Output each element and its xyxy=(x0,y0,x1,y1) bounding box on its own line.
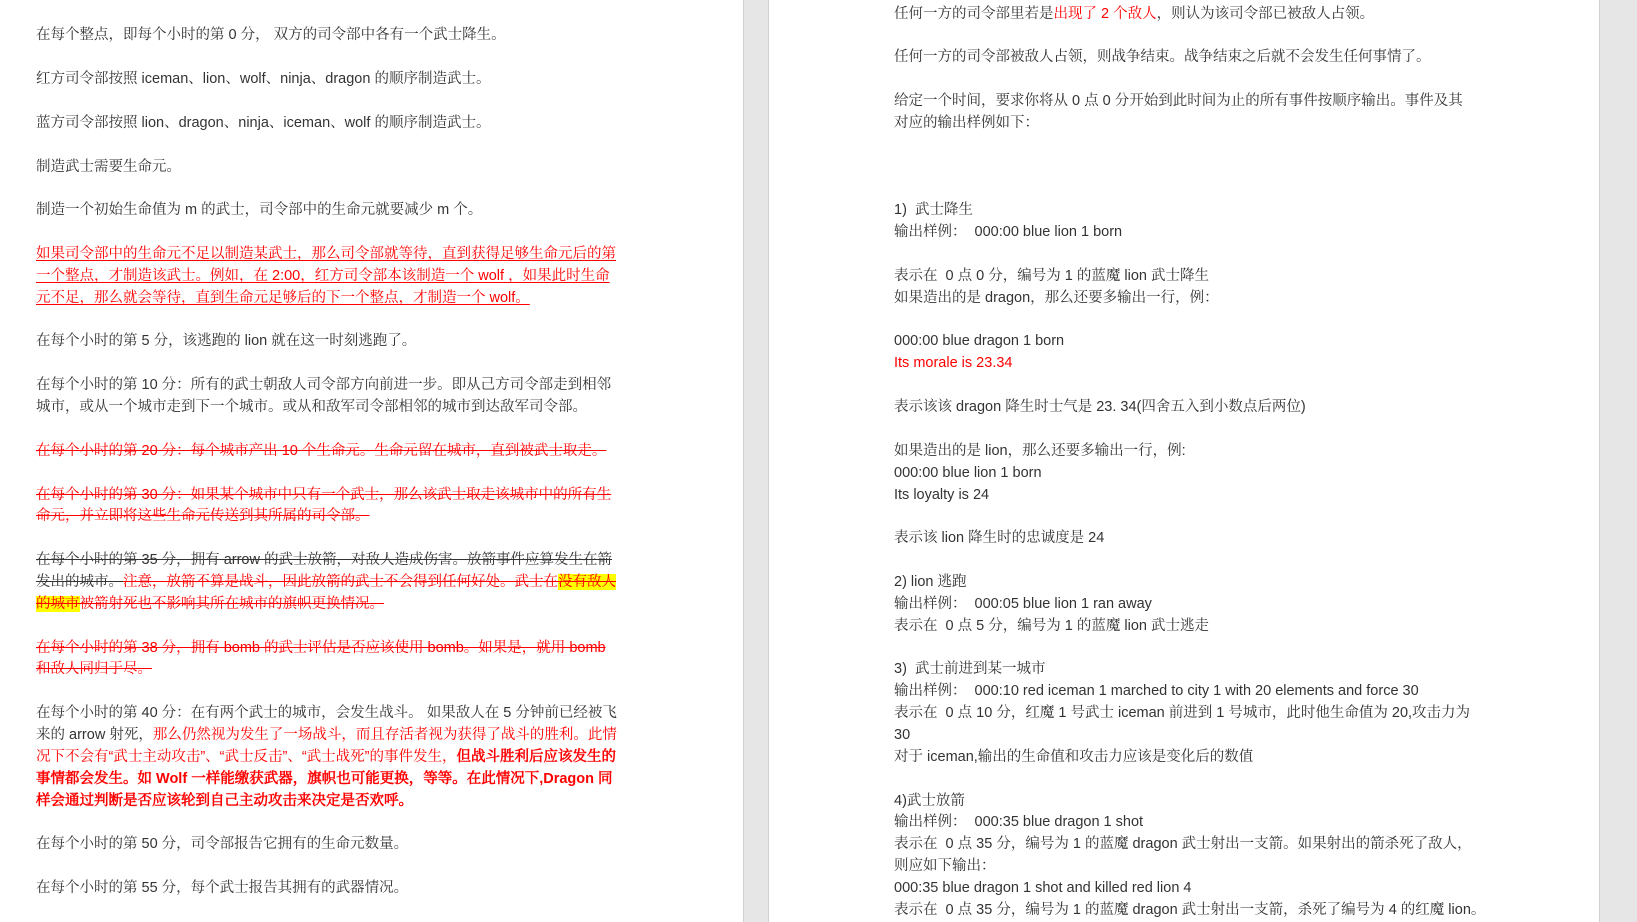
text-line xyxy=(894,4,1485,26)
text-line xyxy=(894,331,1485,353)
text-run: 表示在 0 点 10 分，红魔 1 号武士 iceman 前进到 1 号城市，此时他生命值为 20,攻击力为 xyxy=(894,705,1471,722)
paragraph-dragon-sample xyxy=(894,331,1485,375)
text-line xyxy=(894,397,1485,419)
paragraph-wait-rule xyxy=(36,244,617,310)
paragraph-headquarters-occupied xyxy=(894,4,1485,26)
text-line xyxy=(36,25,617,47)
text-run: 对于 iceman,输出的生命值和攻击力应该是变化后的数值 xyxy=(894,748,1254,765)
text-line xyxy=(894,791,1485,813)
text-line xyxy=(36,157,617,179)
paragraph-minute-40 xyxy=(36,703,617,812)
text-run: 输出样例： 000:10 red iceman 1 marched to city 1 with 20 elements and force 30 xyxy=(894,683,1419,700)
text-run: 表示在 0 点 0 分，编号为 1 的蓝魔 lion 武士降生 xyxy=(894,267,1210,284)
text-line xyxy=(894,681,1485,703)
paragraph-blue-build-order xyxy=(36,113,617,135)
paragraph-born-explain xyxy=(894,266,1485,310)
text-run: 30 xyxy=(894,726,911,743)
text-line xyxy=(36,200,617,222)
text-line xyxy=(36,638,617,660)
text-line xyxy=(894,222,1485,244)
text-line xyxy=(36,747,617,769)
paragraph-build-cost xyxy=(36,157,617,179)
text-line xyxy=(36,703,617,725)
text-line xyxy=(894,856,1485,878)
text-run: 在每个小时的第 55 分，每个武士报告其拥有的武器情况。 xyxy=(36,879,409,896)
text-run-strike: 发出的城市。 xyxy=(36,573,123,590)
text-line xyxy=(36,441,617,463)
text-run-red-strike: 命元，并立即将这些生命元传送到其所属的司令部。 xyxy=(36,508,370,525)
text-run: ，则认为该司令部已被敌人占领。 xyxy=(1156,5,1375,22)
text-run: 城市，或从一个城市走到下一个城市。或从和敌军司令部相邻的城市到达敌军司令部。 xyxy=(36,399,587,416)
text-line xyxy=(36,69,617,91)
paragraph-event-march xyxy=(894,659,1485,768)
text-line xyxy=(894,812,1485,834)
paragraph-lion-sample xyxy=(894,441,1485,507)
text-run: 000:35 blue dragon 1 shot and killed red lion 4 xyxy=(894,879,1192,896)
text-run-red-bold: 事情都会发生。如 Wolf 一样能缴获武器，旗帜也可能更换，等等。在此情况下,Dragon 同 xyxy=(36,770,613,787)
text-line xyxy=(894,200,1485,222)
text-run-red-underline: 如果司令部中的生命元不足以制造某武士，那么司令部就等待，直到获得足够生命元后的第 xyxy=(36,246,616,263)
text-line xyxy=(894,113,1485,135)
paragraph-morale-explain xyxy=(894,397,1485,419)
text-run: 红方司令部按照 iceman、lion、wolf、ninja、dragon 的顺序制造武士。 xyxy=(36,71,491,88)
text-line xyxy=(894,528,1485,550)
text-run-red-underline: 一个整点，才制造该武士。例如，在 2:00，红方司令部本该制造一个 wolf ，如果此时生命 xyxy=(36,267,610,284)
text-line xyxy=(894,594,1485,616)
text-line xyxy=(36,550,617,572)
document-page-left[interactable] xyxy=(0,0,744,922)
paragraph-minute-35-deleted xyxy=(36,550,617,616)
text-run-red: 那么仍然视为发生了一场战斗，而且存活者视为获得了战斗的胜利。此情 xyxy=(152,726,617,743)
text-line xyxy=(894,834,1485,856)
text-run: 在每个整点，即每个小时的第 0 分， 双方的司令部中各有一个武士降生。 xyxy=(36,27,506,44)
text-run: 表示该该 dragon 降生时士气是 23. 34(四舍五入到小数点后两位) xyxy=(894,399,1306,416)
paragraph-loyalty-explain xyxy=(894,528,1485,550)
paragraph-event-shoot xyxy=(894,791,1485,922)
text-run-red-strike: 和敌人同归于尽。 xyxy=(36,661,152,678)
text-line xyxy=(894,878,1485,900)
text-run: 000:00 blue dragon 1 born xyxy=(894,333,1065,350)
text-line xyxy=(36,244,617,266)
text-run-red-bold: 样会通过判断是否应该轮到自己主动攻击来决定是否欢呼。 xyxy=(36,792,413,809)
text-line xyxy=(894,485,1485,507)
text-line xyxy=(36,375,617,397)
text-line xyxy=(894,572,1485,594)
text-line xyxy=(36,113,617,135)
text-run: 输出样例： 000:05 blue lion 1 ran away xyxy=(894,595,1152,612)
text-run: 3) 武士前进到某一城市 xyxy=(894,661,1046,678)
text-line xyxy=(36,288,617,310)
text-run: 制造武士需要生命元。 xyxy=(36,158,181,175)
text-run: 制造一个初始生命值为 m 的武士，司令部中的生命元就要减少 m 个。 xyxy=(36,202,483,219)
paragraph-minute-10 xyxy=(36,375,617,419)
page-gap xyxy=(744,0,768,922)
text-line xyxy=(894,900,1485,922)
text-line xyxy=(894,725,1485,747)
text-run: 对应的输出样例如下： xyxy=(894,114,1039,131)
paragraph-minute-5 xyxy=(36,331,617,353)
text-run-red-strike: 在每个小时的第 20 分：每个城市产出 10 个生命元。生命元留在城市，直到被武士取走。 xyxy=(36,442,607,459)
text-run-highlight: 没有敌人 xyxy=(558,573,616,590)
text-run: 表示在 0 点 35 分，编号为 1 的蓝魔 dragon 武士射出一支箭，杀死了编号为 4 的红魔 lion。 xyxy=(894,901,1486,918)
document-page-right[interactable] xyxy=(768,0,1600,922)
text-run-red: 况下不会有“武士主动攻击”、“武士反击”、“武士战死”的事件发生， xyxy=(36,748,457,765)
text-run: 在每个小时的第 50 分，司令部报告它拥有的生命元数量。 xyxy=(36,836,409,853)
text-run-red-strike: 注意，放箭不算是战斗，因此放箭的武士不会得到任何好处。武士在 xyxy=(123,573,558,590)
text-run: 表示在 0 点 5 分，编号为 1 的蓝魔 lion 武士逃走 xyxy=(894,617,1210,634)
text-run-strike: 在每个小时的第 35 分，拥有 arrow 的武士放箭，对敌人造成伤害。放箭事件应算发生在箭 xyxy=(36,552,612,569)
text-run: 任何一方的司令部被敌人占领，则战争结束。战争结束之后就不会发生任何事情了。 xyxy=(894,49,1431,66)
text-run-red-bold: 但战斗胜利后应该发生的 xyxy=(456,748,616,765)
text-line xyxy=(36,791,617,813)
text-run: 在每个小时的第 5 分，该逃跑的 lion 就在这一时刻逃跑了。 xyxy=(36,333,417,350)
page-body xyxy=(894,4,1485,922)
text-run-red-strike: 被箭射死也不影响其所在城市的旗帜更换情况。 xyxy=(79,595,384,612)
text-line xyxy=(894,91,1485,113)
text-run: 则应如下输出： xyxy=(894,858,996,875)
text-line xyxy=(894,353,1485,375)
text-run-red-strike: 在每个小时的第 30 分：如果某个城市中只有一个武士，那么该武士取走该城市中的所有生 xyxy=(36,486,612,503)
paragraph-minute-50 xyxy=(36,834,617,856)
paragraph-red-build-order xyxy=(36,69,617,91)
text-line xyxy=(894,47,1485,69)
text-run: 如果造出的是 lion，那么还要多输出一行，例: xyxy=(894,442,1186,459)
paragraph-output-intro xyxy=(894,91,1485,135)
text-line xyxy=(36,485,617,507)
text-run-red: 出现了 2 个敌人 xyxy=(1053,5,1157,22)
text-line xyxy=(36,266,617,288)
text-line xyxy=(36,331,617,353)
paragraph-minute-30-deleted xyxy=(36,485,617,529)
paragraph-event-born xyxy=(894,200,1485,244)
text-run-red-strike: 在每个小时的第 38 分，拥有 bomb 的武士评估是否应该使用 bomb。如果是，就用 bomb xyxy=(36,639,606,656)
page-gap xyxy=(1600,0,1637,922)
text-run: 来的 arrow 射死， xyxy=(36,726,153,743)
text-line xyxy=(894,266,1485,288)
text-line xyxy=(894,659,1485,681)
text-line xyxy=(894,441,1485,463)
text-run: 输出样例： 000:00 blue lion 1 born xyxy=(894,224,1123,241)
paragraph-minute-20-deleted xyxy=(36,441,617,463)
text-line xyxy=(36,834,617,856)
text-run-red-underline: 元不足，那么就会等待，直到生命元足够后的下一个整点，才制造一个 wolf。 xyxy=(36,289,530,306)
text-line xyxy=(36,594,617,616)
text-line xyxy=(36,878,617,900)
text-run: 如果造出的是 dragon，那么还要多输出一行，例： xyxy=(894,289,1219,306)
text-run: 表示在 0 点 35 分，编号为 1 的蓝魔 dragon 武士射出一支箭。如果射出的箭杀死了敌人， xyxy=(894,836,1472,853)
text-run: 在每个小时的第 10 分：所有的武士朝敌人司令部方向前进一步。即从己方司令部走到相邻 xyxy=(36,377,612,394)
paragraph-minute-55 xyxy=(36,878,617,900)
text-line xyxy=(36,506,617,528)
text-line xyxy=(894,747,1485,769)
text-run: 任何一方的司令部里若是 xyxy=(894,5,1054,22)
text-run: 2) lion 逃跑 xyxy=(894,573,967,590)
text-line xyxy=(36,769,617,791)
paragraph-event-run-away xyxy=(894,572,1485,638)
text-run-highlight: 的城市 xyxy=(36,595,80,612)
text-line xyxy=(894,288,1485,310)
text-line xyxy=(894,703,1485,725)
text-line xyxy=(36,725,617,747)
text-run: 蓝方司令部按照 lion、dragon、ninja、iceman、wolf 的顺序制造武士。 xyxy=(36,114,491,131)
text-line xyxy=(36,572,617,594)
text-line xyxy=(894,616,1485,638)
text-line xyxy=(894,463,1485,485)
text-run: 输出样例： 000:35 blue dragon 1 shot xyxy=(894,814,1144,831)
text-line xyxy=(36,659,617,681)
text-run: 4)武士放箭 xyxy=(894,792,965,809)
paragraph-hourly-spawn xyxy=(36,25,617,47)
text-run: 表示该 lion 降生时的忠诚度是 24 xyxy=(894,530,1105,547)
text-run: 给定一个时间，要求你将从 0 点 0 分开始到此时间为止的所有事件按顺序输出。事件及其 xyxy=(894,93,1463,110)
paragraph-war-end xyxy=(894,47,1485,69)
text-run: 000:00 blue lion 1 born xyxy=(894,464,1042,481)
paragraph-minute-38-deleted xyxy=(36,638,617,682)
page-body xyxy=(36,25,617,899)
text-run: Its loyalty is 24 xyxy=(894,486,990,503)
text-run: 在每个小时的第 40 分：在有两个武士的城市，会发生战斗。 如果敌人在 5 分钟前已经被飞 xyxy=(36,705,617,722)
text-line xyxy=(36,397,617,419)
text-run-red: Its morale is 23.34 xyxy=(894,355,1013,372)
paragraph-life-element-cost xyxy=(36,200,617,222)
text-run: 1) 武士降生 xyxy=(894,202,973,219)
